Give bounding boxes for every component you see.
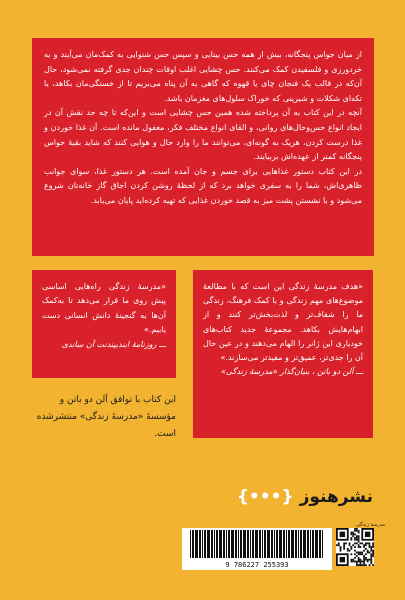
quote-right-attribution: ـــ آلن دو باتن ، بنیان‌گذار «مدرسهٔ زندگی»: [220, 367, 363, 377]
publisher-symbol: {•••}: [236, 487, 294, 507]
barcode-digits: 9 786227 255393: [182, 560, 332, 570]
publisher-logo: [237, 487, 373, 507]
quote-left-text: «مدرسهٔ زندگی راه‌هایی اساسی پیش روی ما قرار می‌دهد تا به‌کمک آن‌ها به گنجینهٔ دانش انسانی دست یابیم.»: [42, 282, 166, 335]
quote-box-left: [32, 270, 176, 378]
barcode-area: [182, 528, 374, 570]
main-text-box: [32, 38, 374, 256]
qr-code-icon: [336, 528, 374, 566]
quote-right-text: «هدف مدرسهٔ زندگی این است که با مطالعهٔ موضوع‌های مهم زندگی و با کمک فرهنگ، زندگی ما را شفاف‌تر و لذت‌بخش‌تر کنند و از ابهام‌هایش بکاهد. مجموعهٔ جدید کتاب‌های خودیاری این ژانر را الهام می‌دهند و در عین حال آن را جدی‌تر، عمیق‌تر و مفیدتر می‌سازند.»: [203, 282, 363, 363]
main-paragraph-3: در این کتاب دستور غذاهایی برای جسم و جان آمده است. هر دستور غذا، سوای جوانب ظاهری‌اش، شما را به سفری خواهد برد که از لحظهٔ روشن کردن اجاق گاز خانه‌تان شروع می‌شود و با نشستن پشت میز به قصد خوردن غذایی که تهیه کرده‌اید پایان می‌یابد.: [44, 166, 362, 205]
quote-left-attribution: ـــ روزنامهٔ ایندیپندنت آن ساندی: [61, 339, 166, 349]
main-paragraph-1: از میان حواس پنجگانه، بیش از همه حس بینایی و سپس حس شنوایی به کمک‌مان می‌آیند و به خردورزی و فلسفیدن کمک می‌کنند. حس چشایی اغلب اوقات چندان جدی گرفته نمی‌شود، حال آن‌که در قالب یک فنجان چای یا قهوه که گاهی به آن پناه می‌بریم تا از خستگی‌مان بکاهد، یا تکه‌ای شکلات و شیرینی که خوراک سلول‌های مغزمان باشد.: [44, 50, 362, 103]
series-name: مدرسهٔ زندگی: [356, 522, 386, 528]
publisher-name: نشرهنوز: [299, 487, 373, 507]
quote-box-right: [193, 270, 373, 438]
main-paragraph-2: آنچه در این کتاب به آن پرداخته شده همین حس چشایی است و این‌که تا چه حد نقش آن در ایجاد انواع حس‌وحال‌های روانی، و القای انواع مختلف فکر، مغفول مانده است. آن غذا خوردن و غذا درست کردن، هریک به گونه‌ای، می‌توانند ما را وارد حال و هوایی کنند که شاید بقیهٔ حواس پنجگانه کمتر از عهده‌اش بربیایند.: [44, 108, 362, 162]
barcode-image: [182, 528, 332, 560]
partners-text: این کتاب با توافق آلن دو باتن و مؤسسهٔ «مدرسهٔ زندگی» منتشرشده است.: [36, 395, 176, 439]
